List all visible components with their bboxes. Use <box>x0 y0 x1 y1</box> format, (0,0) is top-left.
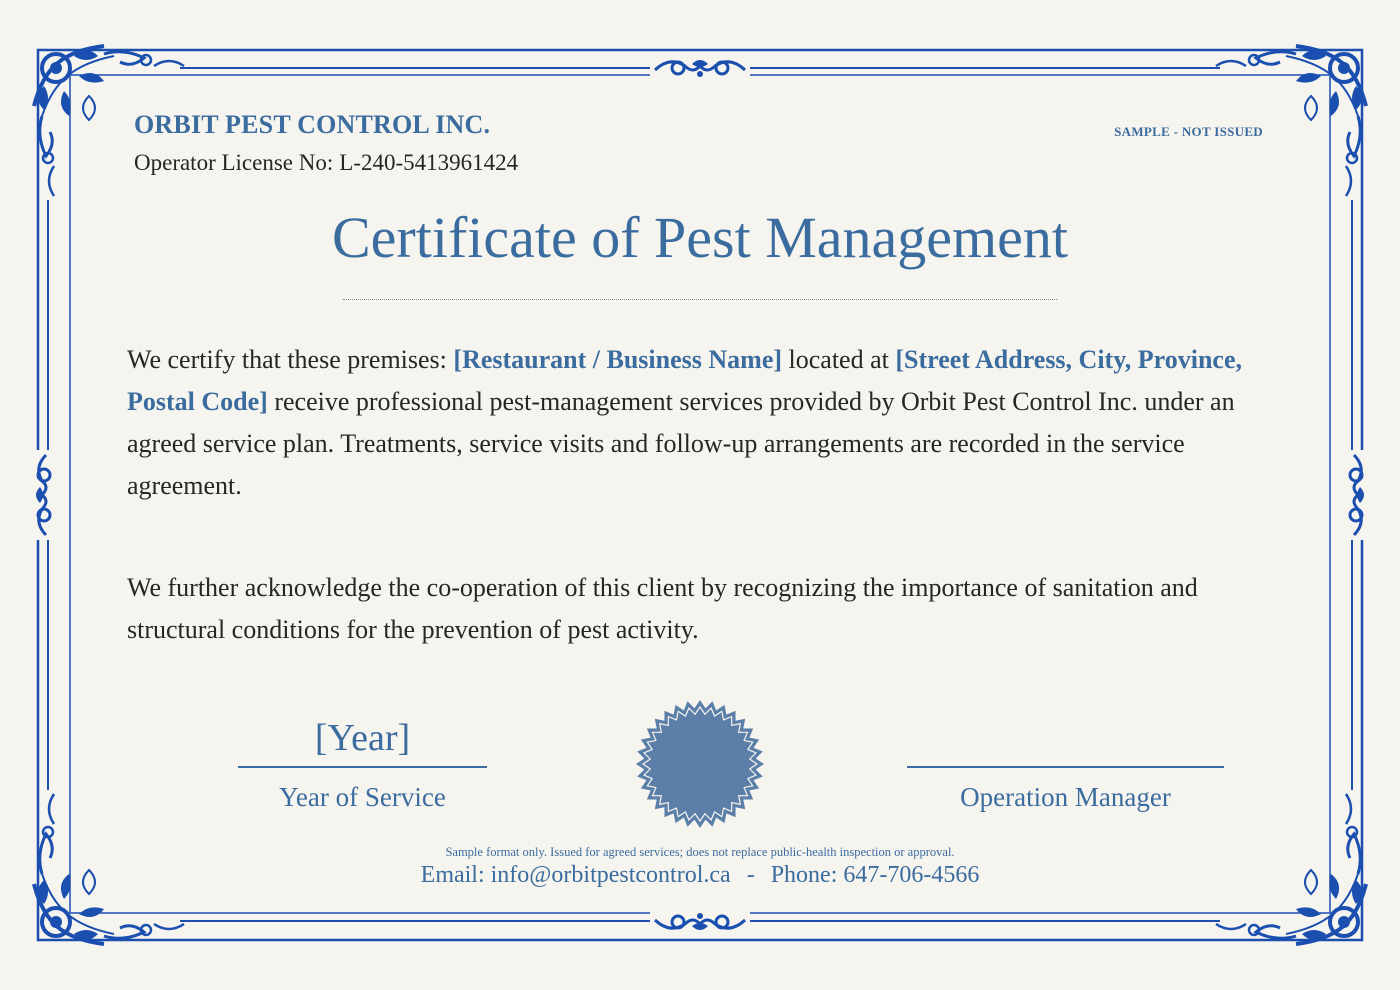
contact-separator: - <box>746 862 755 888</box>
business-name-placeholder: [Restaurant / Business Name] <box>453 345 783 374</box>
email-label: Email: <box>420 862 485 888</box>
address-placeholder: [Street Address, City, Province, Postal Code] <box>127 345 1242 416</box>
certificate-title: Certificate of Pest Management <box>331 205 1069 270</box>
year-signature-line <box>238 766 487 768</box>
title-divider <box>343 299 1057 300</box>
certification-paragraph <box>127 339 1277 507</box>
sample-badge: SAMPLE - NOT ISSUED <box>1114 124 1263 139</box>
email-address: info@orbitpestcontrol.ca <box>490 862 731 888</box>
license-label: Operator License No: <box>134 150 334 175</box>
paragraph-intro: We certify that these premises: <box>127 345 454 374</box>
contact-line <box>0 862 1400 889</box>
year-of-service-label: Year of Service <box>279 782 446 812</box>
paragraph-body: receive professional pest-management services provided by Orbit Pest Control Inc. under an agreed service plan. Treatments, service visits and follow-up arrangements are recorded in the service agreement. <box>127 387 1235 500</box>
year-value: [Year] <box>314 717 411 759</box>
phone-number: 647-706-4566 <box>843 862 980 888</box>
located-at-text: located at <box>782 345 896 374</box>
company-name: ORBIT PEST CONTROL INC. <box>134 110 491 139</box>
operator-license <box>134 150 518 176</box>
manager-signature-line <box>907 766 1224 768</box>
acknowledgement-paragraph: We further acknowledge the co-operation of this client by recognizing the importance of sanitation and structural conditions for the prevention of pest activity. <box>127 573 1198 644</box>
phone-label: Phone: <box>770 862 838 888</box>
seal-icon <box>634 698 766 830</box>
operation-manager-label: Operation Manager <box>960 782 1171 812</box>
disclaimer-note: Sample format only. Issued for agreed services; does not replace public-health inspection or approval. <box>445 845 955 859</box>
license-number: L-240-5413961424 <box>339 150 519 175</box>
